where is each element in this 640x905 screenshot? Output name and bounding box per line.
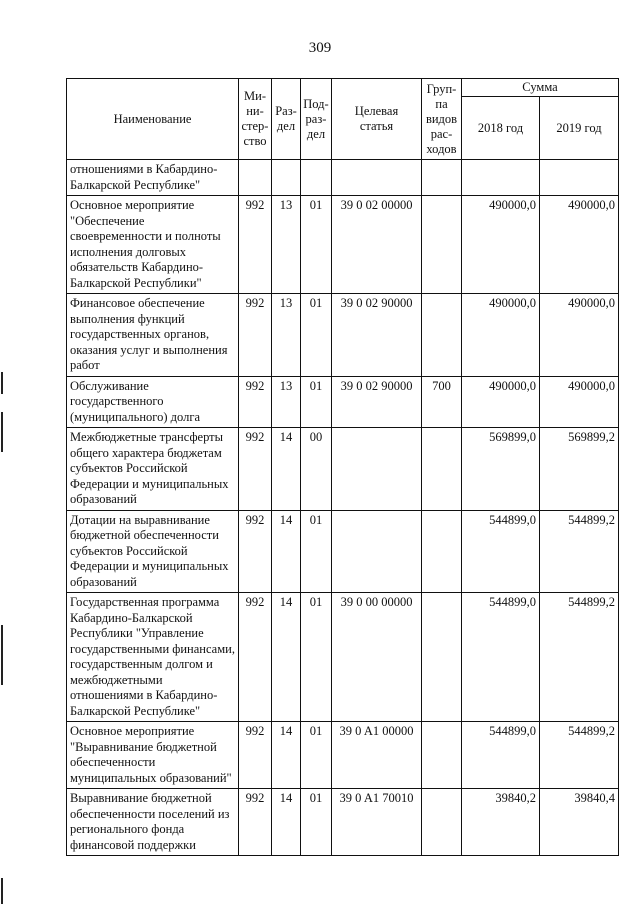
row-name: Государственная программа Кабардино-Балкарской Республики "Управление государственными финансами, государственным долгом и межбюджетными отношениями в Кабардино-Балкарской Республике" [67,593,239,722]
row-sum-2019 [540,160,619,196]
table-row [67,376,619,428]
row-section [272,160,301,196]
row-target: 39 0 A1 00000 [332,722,422,789]
row-sum-2019: 490000,0 [540,376,619,428]
row-section: 14 [272,428,301,511]
row-subsection: 01 [301,196,332,294]
row-subsection [301,160,332,196]
row-ministry: 992 [239,196,272,294]
row-sum-2019: 569899,2 [540,428,619,511]
table-row [67,428,619,511]
row-expense-group [422,789,462,856]
row-sum-2019: 490000,0 [540,196,619,294]
table-row [67,789,619,856]
row-subsection: 01 [301,510,332,593]
row-ministry: 992 [239,510,272,593]
row-sum-2018: 490000,0 [462,376,540,428]
margin-mark [1,625,3,685]
row-target [332,428,422,511]
row-sum-2018: 544899,0 [462,722,540,789]
row-sum-2018: 39840,2 [462,789,540,856]
header-expense-group: Груп- па видов рас- ходов [422,79,462,160]
row-expense-group: 700 [422,376,462,428]
row-name: Основное мероприятие "Выравнивание бюджетной обеспеченности муниципальных образований" [67,722,239,789]
header-year-2018: 2018 год [462,97,540,160]
row-subsection: 01 [301,593,332,722]
row-expense-group [422,428,462,511]
row-sum-2018: 490000,0 [462,196,540,294]
budget-table [66,78,619,856]
table-row [67,722,619,789]
header-name: Наименование [67,79,239,160]
row-section: 13 [272,376,301,428]
row-target [332,160,422,196]
row-sum-2019: 544899,2 [540,593,619,722]
row-section: 13 [272,294,301,377]
row-name: Дотации на выравнивание бюджетной обеспеченности субъектов Российской Федерации и муниципальных образований [67,510,239,593]
row-sum-2019: 544899,2 [540,510,619,593]
row-expense-group [422,196,462,294]
row-ministry: 992 [239,789,272,856]
row-expense-group [422,160,462,196]
margin-mark [1,372,3,394]
header-subsection: Под- раз- дел [301,79,332,160]
row-sum-2018: 490000,0 [462,294,540,377]
row-target: 39 0 A1 70010 [332,789,422,856]
row-target: 39 0 02 90000 [332,376,422,428]
row-section: 14 [272,510,301,593]
header-sum: Сумма [462,79,619,97]
row-target: 39 0 02 90000 [332,294,422,377]
margin-mark [1,878,3,904]
row-expense-group [422,593,462,722]
row-sum-2019: 544899,2 [540,722,619,789]
row-ministry: 992 [239,376,272,428]
row-subsection: 01 [301,376,332,428]
header-target: Целевая статья [332,79,422,160]
row-subsection: 00 [301,428,332,511]
row-target [332,510,422,593]
header-year-2019: 2019 год [540,97,619,160]
row-ministry [239,160,272,196]
row-name: отношениями в Кабардино-Балкарской Республике" [67,160,239,196]
table-row [67,510,619,593]
row-section: 14 [272,789,301,856]
table-row [67,593,619,722]
header-section: Раз- дел [272,79,301,160]
table-row [67,294,619,377]
row-section: 13 [272,196,301,294]
row-sum-2018: 544899,0 [462,510,540,593]
table-row [67,196,619,294]
row-expense-group [422,722,462,789]
row-subsection: 01 [301,294,332,377]
row-subsection: 01 [301,789,332,856]
row-target: 39 0 02 00000 [332,196,422,294]
page-number: 309 [308,40,332,56]
row-sum-2019: 490000,0 [540,294,619,377]
row-subsection: 01 [301,722,332,789]
row-name: Основное мероприятие "Обеспечение своевременности и полноты исполнения долговых обязательств Кабардино-Балкарской Республики" [67,196,239,294]
row-name: Выравнивание бюджетной обеспеченности поселений из регионального фонда финансовой поддержки [67,789,239,856]
row-ministry: 992 [239,294,272,377]
row-ministry: 992 [239,428,272,511]
row-ministry: 992 [239,722,272,789]
row-target: 39 0 00 00000 [332,593,422,722]
row-section: 14 [272,593,301,722]
row-name: Межбюджетные трансферты общего характера бюджетам субъектов Российской Федерации и муниципальных образований [67,428,239,511]
table-row [67,160,619,196]
row-expense-group [422,510,462,593]
row-sum-2018: 569899,0 [462,428,540,511]
row-sum-2019: 39840,4 [540,789,619,856]
row-ministry: 992 [239,593,272,722]
row-sum-2018: 544899,0 [462,593,540,722]
margin-mark [1,412,3,452]
row-name: Финансовое обеспечение выполнения функций государственных органов, оказания услуг и выполнения работ [67,294,239,377]
row-sum-2018 [462,160,540,196]
row-section: 14 [272,722,301,789]
header-ministry: Ми- ни- стер- ство [239,79,272,160]
row-name: Обслуживание государственного (муниципального) долга [67,376,239,428]
row-expense-group [422,294,462,377]
